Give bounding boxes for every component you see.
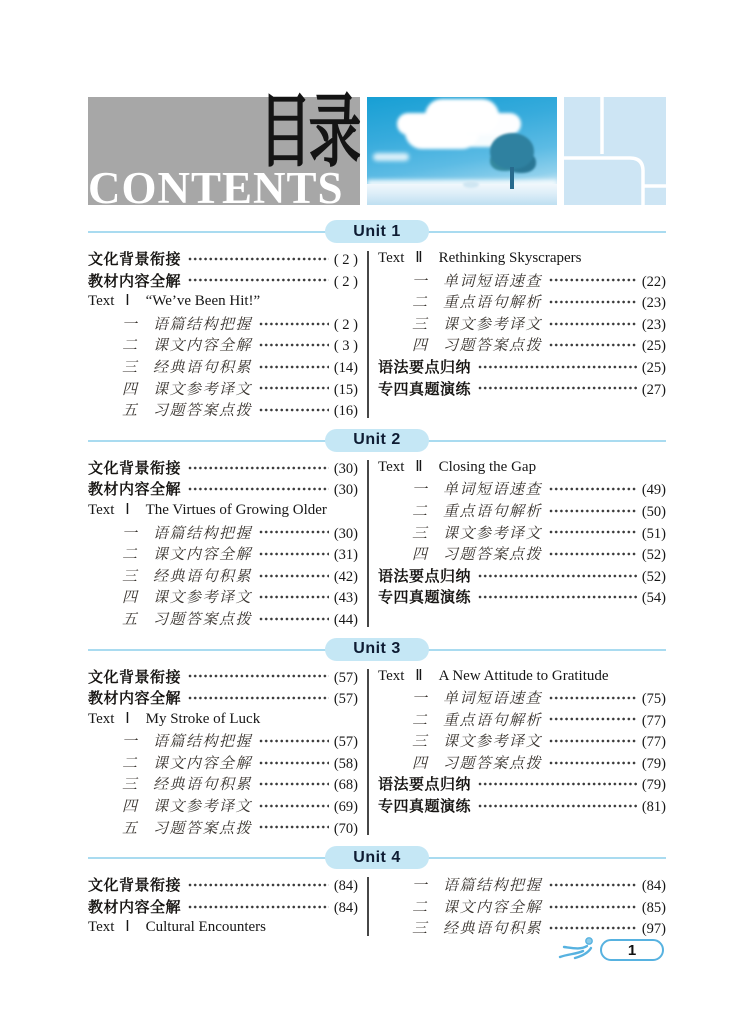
toc-entry	[88, 586, 358, 608]
entry-number: 三	[121, 357, 137, 376]
entry-prefix: Text Ⅰ	[88, 293, 130, 310]
cloud-shape	[373, 153, 409, 161]
entry-page: (22)	[641, 273, 666, 290]
entry-label: 课文参考译文	[443, 314, 543, 333]
toc-entry	[378, 478, 666, 500]
page-title-english: CONTENTS	[88, 163, 344, 213]
entry-page: (57)	[333, 734, 358, 751]
toc-entry	[378, 378, 666, 400]
unit-label: Unit 2	[353, 431, 401, 449]
entry-number: 五	[121, 401, 137, 420]
dot-leader	[549, 904, 637, 910]
entry-label: 文化背景衔接	[88, 251, 182, 268]
entry-label: 习题答案点拨	[153, 609, 253, 628]
dot-leader	[259, 824, 329, 830]
entry-number: 四	[411, 545, 427, 564]
toc-entry	[88, 270, 358, 292]
toc-entry	[378, 752, 666, 774]
entry-number: 一	[411, 689, 427, 708]
sky-tree-photo	[367, 97, 557, 205]
entry-label: 文化背景衔接	[88, 459, 182, 477]
dot-leader	[188, 695, 329, 701]
dot-leader	[259, 551, 329, 557]
toc-entry	[378, 313, 666, 335]
unit-label: Unit 4	[353, 848, 401, 866]
entry-label: 语法要点归纳	[378, 776, 472, 794]
title-block	[88, 87, 360, 213]
entry-page: (51)	[641, 525, 666, 542]
entry-prefix: Text Ⅰ	[88, 501, 130, 518]
dot-leader	[549, 738, 637, 744]
entry-page: (68)	[333, 777, 358, 794]
entry-label: 经典语句积累	[153, 775, 253, 794]
unit-header	[88, 220, 666, 243]
entry-label: 重点语句解析	[443, 710, 543, 729]
toc-entry	[88, 666, 358, 688]
entry-number: 三	[411, 314, 427, 333]
column-divider	[367, 251, 369, 418]
dot-leader	[478, 781, 637, 787]
dot-leader	[549, 342, 637, 348]
entry-label: 教材内容全解	[88, 272, 182, 290]
entry-label: 课文参考译文	[153, 379, 253, 398]
entry-prefix: Text Ⅱ	[378, 458, 423, 475]
page-title-chinese: 目录	[259, 87, 358, 176]
dot-leader	[549, 486, 637, 492]
entry-number: 三	[411, 523, 427, 542]
entry-page: (77)	[641, 734, 666, 751]
entry-number: 二	[411, 293, 427, 312]
dot-leader	[549, 925, 637, 931]
unit-label: Unit 1	[353, 222, 401, 240]
toc-entry	[88, 752, 358, 774]
entry-number: 一	[121, 523, 137, 542]
toc-entry	[378, 270, 666, 292]
entry-number: 三	[411, 919, 427, 938]
toc-entry	[378, 666, 666, 688]
dot-leader	[259, 364, 329, 370]
toc-entry	[88, 399, 358, 421]
dot-leader	[259, 781, 329, 787]
toc-column-left	[88, 457, 360, 630]
toc-entry	[88, 291, 358, 313]
entry-label: 语法要点归纳	[378, 358, 472, 376]
entry-page: (15)	[333, 381, 358, 398]
toc-column-right	[378, 666, 666, 839]
entry-label: 教材内容全解	[88, 898, 182, 916]
unit-pill	[325, 429, 429, 452]
unit-section	[88, 638, 666, 839]
entry-page: (23)	[641, 295, 666, 312]
toc-entry	[378, 795, 666, 817]
dot-leader	[259, 760, 329, 766]
entry-label: 课文参考译文	[153, 588, 253, 607]
toc-entry	[88, 543, 358, 565]
bush-shape	[463, 181, 479, 188]
toc-entry	[88, 313, 358, 335]
dot-leader	[188, 256, 329, 262]
unit-pill	[325, 846, 429, 869]
tree-shape	[485, 133, 539, 189]
entry-label: 语法要点归纳	[378, 567, 472, 585]
entry-number: 二	[411, 897, 427, 916]
entry-label: 课文内容全解	[153, 545, 253, 564]
entry-label: 重点语句解析	[443, 293, 543, 312]
dot-leader	[549, 277, 637, 283]
entry-prefix: Text Ⅰ	[88, 710, 130, 727]
entry-page: (57)	[333, 691, 358, 708]
entry-page: (52)	[641, 568, 666, 585]
column-divider	[367, 460, 369, 627]
entry-page: (43)	[333, 590, 358, 607]
page-number-pill	[600, 939, 664, 961]
toc-entry	[88, 500, 358, 522]
entry-page: (27)	[641, 381, 666, 398]
dot-leader	[259, 385, 329, 391]
toc-entry	[88, 795, 358, 817]
dot-leader	[549, 551, 637, 557]
toc-entry	[378, 500, 666, 522]
entry-label: The Virtues of Growing Older	[145, 501, 327, 518]
toc-entry	[378, 356, 666, 378]
dot-leader	[478, 364, 637, 370]
entry-number: 二	[121, 753, 137, 772]
entry-page: (25)	[641, 359, 666, 376]
toc-column-right	[378, 457, 666, 630]
unit-body	[88, 248, 666, 421]
entry-number: 二	[121, 545, 137, 564]
toc-entry	[88, 565, 358, 587]
toc-entry	[378, 565, 666, 587]
entry-number: 四	[121, 379, 137, 398]
entry-number: 五	[121, 818, 137, 837]
toc-column-right	[378, 874, 666, 939]
dot-leader	[549, 695, 637, 701]
entry-page: ( 2 )	[333, 316, 358, 333]
entry-label: 单词短语速查	[443, 271, 543, 290]
dot-leader	[549, 760, 637, 766]
entry-number: 一	[411, 271, 427, 290]
entry-page: (70)	[333, 820, 358, 837]
entry-label: 经典语句积累	[153, 566, 253, 585]
entry-page: (42)	[333, 568, 358, 585]
entry-label: Cultural Encounters	[145, 919, 267, 936]
unit-body	[88, 666, 666, 839]
toc-entry	[378, 522, 666, 544]
decorative-squares	[564, 97, 666, 205]
toc-entry	[378, 709, 666, 731]
toc-entry	[378, 291, 666, 313]
decorative-lines	[564, 97, 670, 205]
entry-page: (30)	[333, 460, 358, 477]
entry-page: ( 2 )	[333, 252, 358, 268]
entry-page: (16)	[333, 403, 358, 420]
entry-label: 重点语句解析	[443, 501, 543, 520]
entry-prefix: Text Ⅰ	[88, 919, 130, 936]
entry-page: ( 2 )	[333, 273, 358, 290]
entry-page: (30)	[333, 525, 358, 542]
toc-entry	[88, 334, 358, 356]
entry-number: 二	[121, 336, 137, 355]
entry-page: (84)	[333, 899, 358, 916]
toc-entry	[378, 586, 666, 608]
entry-page: (25)	[641, 338, 666, 355]
entry-page: (30)	[333, 482, 358, 499]
entry-label: A New Attitude to Gratitude	[438, 667, 609, 684]
entry-label: 专四真题演练	[378, 798, 472, 816]
entry-label: Rethinking Skyscrapers	[438, 250, 582, 266]
toc-entry	[88, 478, 358, 500]
entry-label: 语篇结构把握	[443, 876, 543, 895]
unit-body	[88, 874, 666, 939]
entry-page: (58)	[333, 755, 358, 772]
runner-figure-icon	[558, 936, 600, 962]
entry-label: 习题答案点拨	[443, 545, 543, 564]
unit-header	[88, 429, 666, 452]
entry-label: 经典语句积累	[443, 919, 543, 938]
toc-entry	[88, 896, 358, 918]
dot-leader	[259, 738, 329, 744]
entry-page: (23)	[641, 316, 666, 333]
entry-label: “We’ve Been Hit!”	[145, 293, 261, 310]
entry-label: 语篇结构把握	[153, 523, 253, 542]
entry-label: 专四真题演练	[378, 380, 472, 398]
entry-label: 语篇结构把握	[153, 314, 253, 333]
entry-label: 文化背景衔接	[88, 877, 182, 895]
toc-entry	[378, 334, 666, 356]
page-footer	[558, 934, 666, 966]
unit-pill	[325, 220, 429, 243]
dot-leader	[188, 673, 329, 679]
dot-leader	[549, 321, 637, 327]
entry-number: 三	[411, 732, 427, 751]
entry-prefix: Text Ⅱ	[378, 667, 423, 684]
entry-label: Closing the Gap	[438, 458, 537, 475]
dot-leader	[478, 385, 637, 391]
toc-entry	[88, 608, 358, 630]
entry-label: 语篇结构把握	[153, 732, 253, 751]
entry-label: 习题答案点拨	[153, 818, 253, 837]
page-header	[88, 87, 666, 213]
entry-page: (44)	[333, 611, 358, 628]
entry-number: 一	[121, 314, 137, 333]
toc-entry	[378, 773, 666, 795]
entry-page: (49)	[641, 482, 666, 499]
dot-leader	[188, 904, 329, 910]
dot-leader	[549, 508, 637, 514]
dot-leader	[259, 594, 329, 600]
entry-label: 习题答案点拨	[443, 753, 543, 772]
entry-page: (85)	[641, 899, 666, 916]
toc-entry	[88, 522, 358, 544]
entry-page: (97)	[641, 921, 666, 938]
entry-page: (77)	[641, 712, 666, 729]
toc-entry	[88, 773, 358, 795]
toc-entry	[378, 543, 666, 565]
entry-number: 一	[411, 480, 427, 499]
dot-leader	[259, 321, 329, 327]
entry-page: (84)	[641, 878, 666, 895]
entry-label: 单词短语速查	[443, 480, 543, 499]
entry-page: (75)	[641, 691, 666, 708]
toc-entry	[88, 687, 358, 709]
dot-leader	[549, 882, 637, 888]
entry-number: 三	[121, 566, 137, 585]
entry-number: 四	[411, 336, 427, 355]
unit-header	[88, 846, 666, 869]
toc-column-left	[88, 666, 360, 839]
dot-leader	[188, 882, 329, 888]
toc-entry	[88, 730, 358, 752]
dot-leader	[478, 573, 637, 579]
dot-leader	[259, 573, 329, 579]
toc-entry	[378, 896, 666, 918]
toc-entry	[378, 687, 666, 709]
entry-label: 课文参考译文	[443, 523, 543, 542]
entry-label: 课文参考译文	[153, 797, 253, 816]
dot-leader	[478, 594, 637, 600]
toc-entry	[88, 356, 358, 378]
unit-body	[88, 457, 666, 630]
entry-label: 教材内容全解	[88, 690, 182, 708]
dot-leader	[188, 486, 329, 492]
entry-label: 习题答案点拨	[443, 336, 543, 355]
unit-section	[88, 220, 666, 421]
entry-label: 单词短语速查	[443, 689, 543, 708]
dot-leader	[188, 465, 329, 471]
toc-entry	[88, 874, 358, 896]
entry-number: 四	[121, 588, 137, 607]
dot-leader	[549, 529, 637, 535]
column-divider	[367, 669, 369, 836]
toc-entry	[88, 709, 358, 731]
entry-number: 三	[121, 775, 137, 794]
entry-label: 文化背景衔接	[88, 668, 182, 686]
toc-column-left	[88, 874, 360, 939]
toc-column-right	[378, 248, 666, 421]
unit-header	[88, 638, 666, 661]
entry-number: 一	[411, 876, 427, 895]
entry-label: My Stroke of Luck	[145, 710, 261, 727]
entry-page: (50)	[641, 503, 666, 520]
entry-page: (79)	[641, 777, 666, 794]
dot-leader	[188, 277, 329, 283]
toc-units	[88, 220, 666, 947]
toc-entry	[88, 378, 358, 400]
unit-section	[88, 429, 666, 630]
toc-entry	[88, 457, 358, 479]
entry-page: (79)	[641, 755, 666, 772]
entry-number: 二	[411, 710, 427, 729]
unit-section	[88, 846, 666, 939]
dot-leader	[549, 299, 637, 305]
page-number: 1	[627, 941, 637, 959]
toc-entry	[378, 457, 666, 479]
entry-page: (57)	[333, 669, 358, 686]
entry-label: 教材内容全解	[88, 481, 182, 499]
entry-page: (69)	[333, 799, 358, 816]
entry-label: 经典语句积累	[153, 357, 253, 376]
column-divider	[367, 877, 369, 936]
toc-entry	[378, 248, 666, 270]
dot-leader	[549, 716, 637, 722]
toc-entry	[88, 917, 358, 939]
dot-leader	[259, 616, 329, 622]
entry-label: 课文内容全解	[443, 897, 543, 916]
entry-page: (52)	[641, 547, 666, 564]
entry-number: 四	[411, 753, 427, 772]
entry-label: 课文内容全解	[153, 753, 253, 772]
dot-leader	[259, 407, 329, 413]
entry-number: 四	[121, 797, 137, 816]
dot-leader	[259, 529, 329, 535]
toc-entry	[378, 874, 666, 896]
dot-leader	[259, 803, 329, 809]
unit-pill	[325, 638, 429, 661]
entry-page: (84)	[333, 878, 358, 895]
toc-entry	[88, 248, 358, 270]
entry-page: ( 3 )	[333, 338, 358, 355]
toc-entry	[88, 817, 358, 839]
entry-label: 习题答案点拨	[153, 401, 253, 420]
unit-label: Unit 3	[353, 640, 401, 657]
entry-page: (54)	[641, 590, 666, 607]
entry-prefix: Text Ⅱ	[378, 250, 423, 266]
entry-page: (31)	[333, 547, 358, 564]
dot-leader	[478, 803, 637, 809]
toc-entry	[378, 730, 666, 752]
dot-leader	[259, 342, 329, 348]
entry-number: 二	[411, 501, 427, 520]
entry-number: 五	[121, 609, 137, 628]
entry-label: 课文内容全解	[153, 336, 253, 355]
cloud-shape	[397, 113, 459, 135]
entry-label: 专四真题演练	[378, 589, 472, 607]
entry-label: 课文参考译文	[443, 732, 543, 751]
entry-page: (81)	[641, 799, 666, 816]
entry-number: 一	[121, 732, 137, 751]
toc-column-left	[88, 248, 360, 421]
entry-page: (14)	[333, 359, 358, 376]
